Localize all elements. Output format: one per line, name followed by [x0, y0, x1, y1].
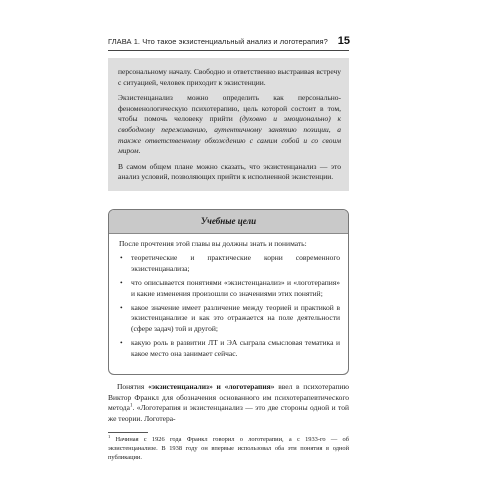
learning-goals-intro: После прочтения этой главы вы должны знать и понимать: [119, 239, 307, 248]
main-text-3: . «Логотерапия и экзистенцанализ — это две стороны одной и той же теории. Логотера- [108, 403, 349, 423]
box-paragraph-1: персональному началу. Свободно и ответственно выстраивая встречу с ситуацией, человек приходит к экзистенции. [118, 67, 341, 87]
footnote-mark: 1 [108, 433, 111, 439]
bullet-icon: • [120, 338, 123, 348]
main-text-2: ввел в психотерапию Виктор Франкл для обозначения основанного им психотерапевтического метода [108, 382, 349, 413]
bullet-icon: • [120, 278, 123, 288]
list-item [119, 278, 340, 299]
bullet-icon: • [120, 253, 123, 263]
learning-goals-title: Учебные цели [109, 210, 348, 234]
box-paragraph-3: В самом общем плане можно сказать, что экзистенцанализ — это анализ условий, позволяющих прийти к исполненной экзистенции. [118, 161, 341, 182]
footnote-rule [108, 432, 148, 433]
list-item-text: какую роль в развитии ЛТ и ЭА сыграла смысловая тематика и какое место она занимает сейчас. [131, 338, 340, 358]
main-text-1: Понятия [117, 382, 149, 391]
box-paragraph-2 [118, 93, 341, 157]
list-item-text: теоретические и практические корни современного экзистенцанализа; [131, 253, 340, 273]
box-paragraph-2-emphasis: (духовно и эмоционально) к свободному переживанию, аутентичному занятию позиции, а также ответственному обхождению с самим собой и со своим миром [118, 114, 341, 156]
continued-quote-box [108, 58, 349, 191]
footnote-text: Начиная с 1926 года Франкл говорил о логотерапии, а с 1933-го — об экзистенцанализе. В 1938 году он впервые использовал оба эти понятия в одной публикации. [108, 436, 349, 461]
learning-goals-body [109, 234, 348, 359]
footnote [108, 435, 349, 462]
list-item [119, 253, 340, 274]
list-item [119, 338, 340, 359]
list-item-text: что описывается понятиями «экзистенцанализ» и «логотерапия» и какие изменения произошли со значениями этих понятий; [131, 278, 340, 298]
main-paragraph [108, 382, 349, 424]
list-item [119, 303, 340, 334]
main-bold-terms: «экзистенцанализ» и «логотерапия» [148, 382, 275, 391]
header-rule [108, 50, 349, 51]
footnote-ref-link[interactable]: 1 [129, 403, 133, 409]
bullet-icon: • [120, 303, 123, 313]
running-header: ГЛАВА 1. Что такое экзистенциальный анализ и логотерапия? [108, 37, 328, 46]
learning-goals-list [119, 253, 340, 359]
learning-goals-box [108, 209, 349, 375]
page-number: 15 [337, 35, 350, 47]
box-paragraph-2-text: Экзистенцанализ можно определить как персонально-феноменологическую психотерапию, цель которой состоит в том, чтобы помочь человеку прийти [118, 93, 341, 124]
list-item-text: какое значение имеет различение между теорией и практикой в экзистенцанализе и как это отражается на поле деятельности (сфере задач) той и другой; [131, 303, 340, 333]
box-paragraph-2-end: . [138, 146, 141, 156]
